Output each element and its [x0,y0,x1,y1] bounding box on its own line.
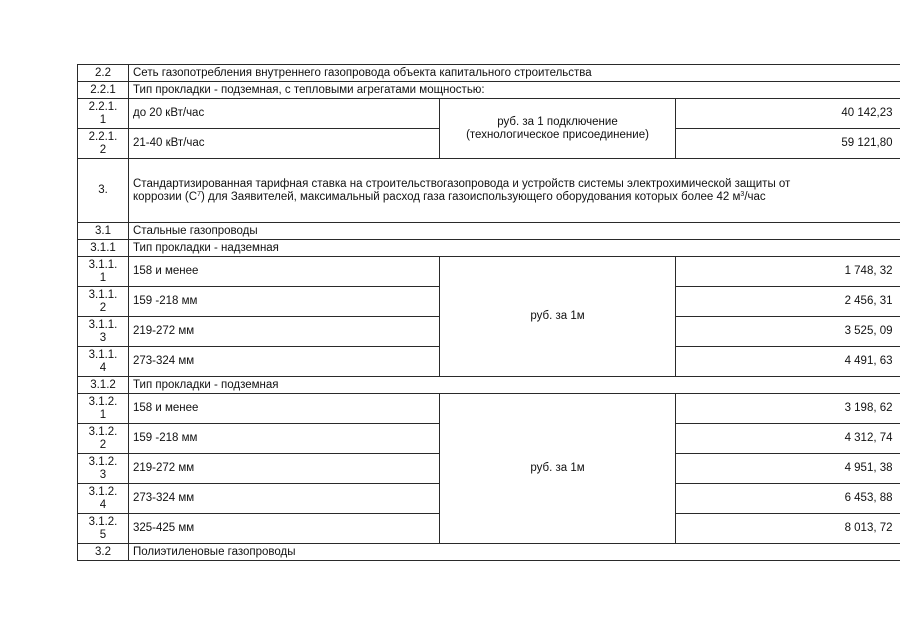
tariff-document-page [77,64,899,561]
unit-cell: руб. за 1м [440,394,676,544]
section-title-line: Стандартизированная тарифная ставка на строительствогазопровода и устройств системы электрохимической защиты от [133,177,791,190]
table-row [78,394,900,424]
row-number-part: 3.1.2. [88,395,118,408]
table-row [78,240,900,257]
row-description: до 20 кВт/час [129,99,440,129]
row-number [78,424,129,454]
row-description: 158 и менее [129,394,440,424]
row-number [78,99,129,129]
row-description: 219-272 мм [129,317,440,347]
row-number-part: 3.1.2. [88,425,118,438]
row-number: 2.2 [78,65,129,82]
row-description: 219-272 мм [129,454,440,484]
price-value: 40 142,23 [676,99,900,129]
table-row [78,99,900,129]
row-description: 21-40 кВт/час [129,129,440,159]
section-title-line: /час [744,190,766,203]
row-number [78,454,129,484]
section-title-line: ) для Заявителей, максимальный расход газа газоиспользующего оборудования которых более 42 м [200,190,741,203]
price-value: 6 453, 88 [676,484,900,514]
row-description: 158 и менее [129,257,440,287]
section-title: Стальные газопроводы [129,223,900,240]
tariff-table [77,64,900,561]
row-number-part: 2 [99,438,107,451]
row-number: 3.1.2 [78,377,129,394]
row-number [78,347,129,377]
row-number-part: 5 [99,528,107,541]
row-number-part: 3.1.2. [88,455,118,468]
row-number: 3.2 [78,544,129,561]
row-number-part: 3.1.2. [88,485,118,498]
table-row [78,159,900,223]
row-number [78,514,129,544]
price-value: 59 121,80 [676,129,900,159]
row-number [78,129,129,159]
price-value: 4 951, 38 [676,454,900,484]
subsection-title: Тип прокладки - подземная [129,377,900,394]
row-description: 325-425 мм [129,514,440,544]
row-number-part: 3.1.1. [88,258,118,271]
unit-cell: руб. за 1м [440,257,676,377]
row-number [78,287,129,317]
price-value: 3 525, 09 [676,317,900,347]
row-number [78,484,129,514]
row-description: 273-324 мм [129,484,440,514]
row-number-part: 1 [99,408,107,421]
row-number [78,257,129,287]
row-number-part: 3.1.1. [88,288,118,301]
section-title-line: коррозии (C [133,190,198,203]
section-title: Полиэтиленовые газопроводы [129,544,900,561]
row-number-part: 2 [99,301,107,314]
row-number-part: 3.1.1. [88,348,118,361]
row-number-part: 3 [99,331,107,344]
row-number: 3. [78,159,129,223]
price-value: 4 491, 63 [676,347,900,377]
row-number-part: 3.1.1. [88,318,118,331]
table-row [78,377,900,394]
price-value: 3 198, 62 [676,394,900,424]
table-row [78,223,900,240]
row-description: 159 -218 мм [129,287,440,317]
row-number-part: 2 [99,143,107,156]
table-row [78,82,900,99]
row-number-part: 4 [99,498,107,511]
superscript: 3 [740,190,745,198]
section-title [129,159,900,223]
table-row [78,65,900,82]
row-number [78,317,129,347]
row-number-part: 3.1.2. [88,515,118,528]
price-value: 2 456, 31 [676,287,900,317]
subsection-title: Тип прокладки - подземная, с тепловыми агрегатами мощностью: [129,82,900,99]
section-title: Сеть газопотребления внутреннего газопровода объекта капитального строительства [129,65,900,82]
row-number-part: 1 [99,271,107,284]
table-row [78,257,900,287]
price-value: 8 013, 72 [676,514,900,544]
unit-cell [440,99,676,159]
row-number-part: 4 [99,361,107,374]
row-number-part: 2.2.1. [88,130,118,143]
row-number: 2.2.1 [78,82,129,99]
row-description: 159 -218 мм [129,424,440,454]
price-value: 4 312, 74 [676,424,900,454]
row-number-part: 3 [99,468,107,481]
table-row [78,544,900,561]
row-number: 3.1 [78,223,129,240]
price-value: 1 748, 32 [676,257,900,287]
subsection-title: Тип прокладки - надземная [129,240,900,257]
unit-line: руб. за 1 подключение [497,115,618,128]
row-number: 3.1.1 [78,240,129,257]
row-description: 273-324 мм [129,347,440,377]
row-number [78,394,129,424]
superscript: 7 [197,190,201,198]
row-number-part: 1 [99,113,107,126]
row-number-part: 2.2.1. [88,100,118,113]
unit-line: (технологическое присоединение) [466,128,649,141]
